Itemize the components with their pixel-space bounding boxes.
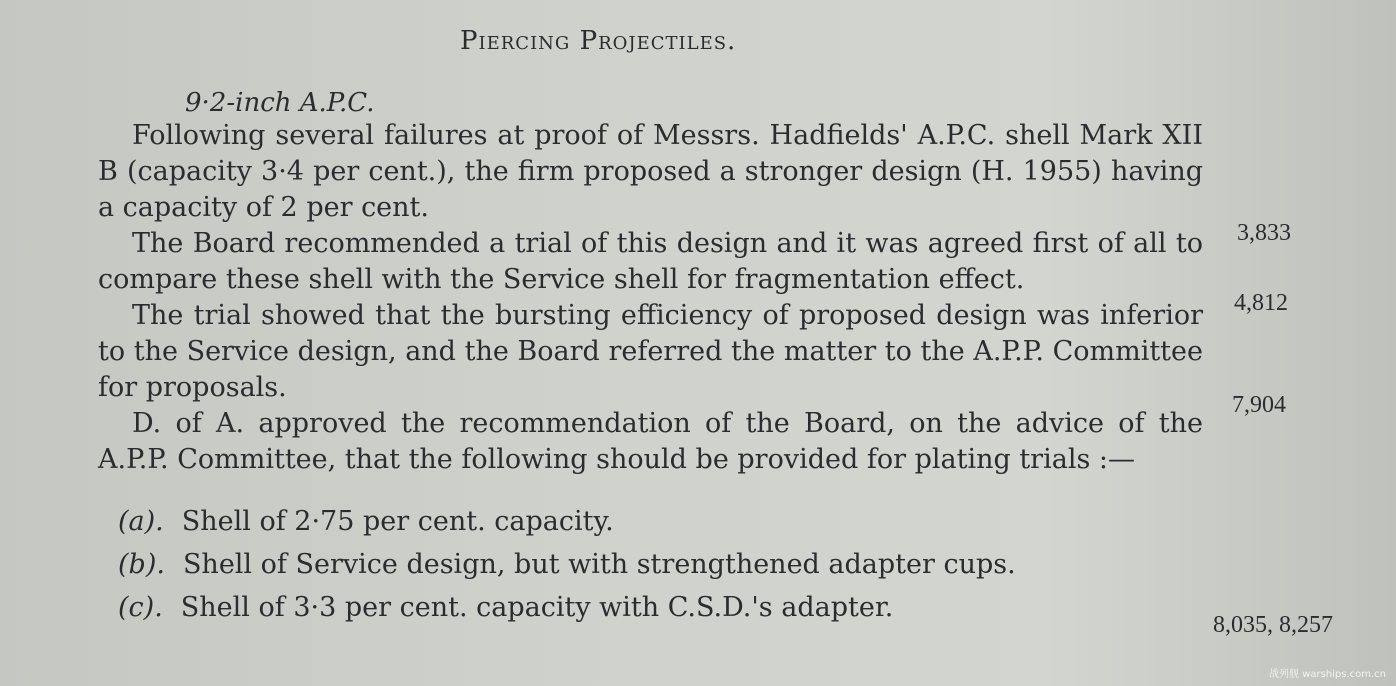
page-heading: Piercing Projectiles. xyxy=(460,26,737,56)
item-letter: (a). xyxy=(118,506,164,537)
paragraph: D. of A. approved the recommendation of the Board, on the advice of the A.P.P. Committee, that the following should be provided for plating trials :— xyxy=(98,408,1203,475)
section-title: 9·2-inch A.P.C. xyxy=(185,88,375,118)
item-text: Shell of 2·75 per cent. capacity. xyxy=(181,506,614,537)
list-item xyxy=(118,543,1016,586)
item-list xyxy=(118,500,1016,629)
watermark: 战列舰 warships.com.cn xyxy=(1268,669,1386,680)
item-letter: (b). xyxy=(118,549,165,580)
item-text: Shell of Service design, but with strengthened adapter cups. xyxy=(182,549,1016,580)
paragraph: The Board recommended a trial of this design and it was agreed first of all to compare these shell with the Service shell for fragmentation effect. xyxy=(98,228,1203,295)
paragraph: Following several failures at proof of Messrs. Hadfields' A.P.C. shell Mark XII B (capacity 3·4 per cent.), the firm proposed a stronger design (H. 1955) having a capacity of 2 per cent. xyxy=(98,120,1203,223)
margin-reference: 4,812 xyxy=(1234,290,1288,316)
body-text xyxy=(98,118,1203,478)
item-letter: (c). xyxy=(118,592,163,623)
margin-reference: 3,833 xyxy=(1237,220,1291,246)
margin-reference: 8,035, 8,257 xyxy=(1213,612,1333,638)
list-item xyxy=(118,586,1016,629)
paragraph: The trial showed that the bursting efficiency of proposed design was inferior to the Service design, and the Board referred the matter to the A.P.P. Committee for proposals. xyxy=(98,300,1203,403)
item-text: Shell of 3·3 per cent. capacity with C.S.D.'s adapter. xyxy=(180,592,894,623)
margin-reference: 7,904 xyxy=(1232,392,1286,418)
list-item xyxy=(118,500,1016,543)
